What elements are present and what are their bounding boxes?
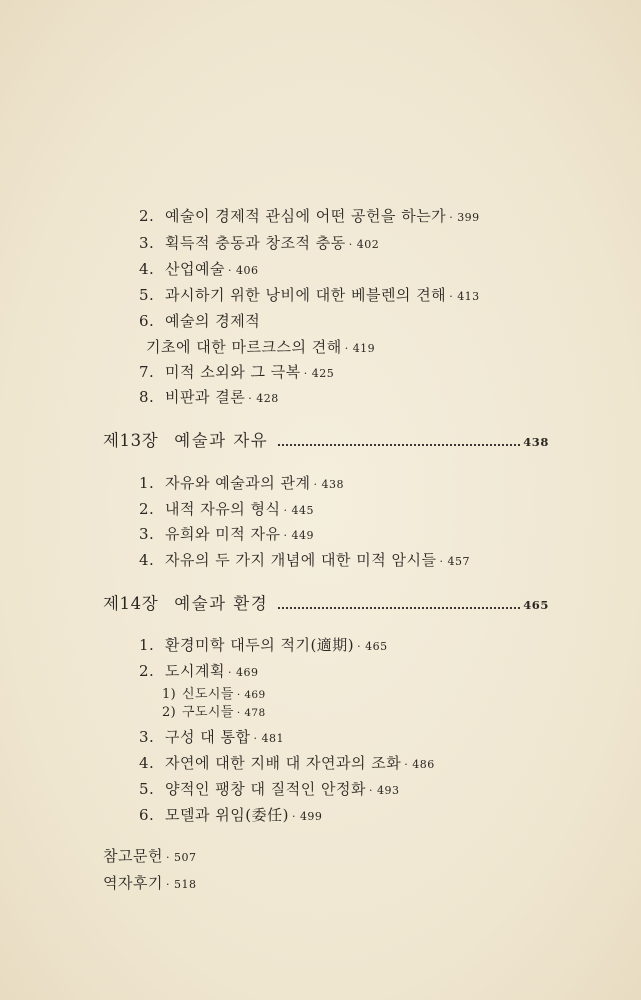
page-number: 419 — [352, 342, 376, 355]
page-number: 486 — [412, 758, 435, 771]
chapter-title: 예술과 환경 — [174, 594, 269, 613]
page-number: 413 — [457, 290, 480, 303]
toc-entry: 6. 예술의 경제적 — [139, 312, 261, 330]
page-number: 469 — [244, 689, 266, 701]
page-number: 481 — [261, 732, 284, 745]
toc-entry: 2. 예술이 경제적 관심에 어떤 공헌을 하는가 · 399 — [139, 207, 480, 225]
toc-entry: 5. 과시하기 위한 낭비에 대한 베블렌의 견해 · 413 — [139, 286, 480, 304]
page-number: 499 — [299, 810, 323, 823]
page-number: 425 — [311, 367, 335, 380]
page-number: 402 — [356, 238, 380, 251]
toc-entry: 4. 산업예술 · 406 — [139, 260, 259, 278]
toc-entry-continuation: 기초에 대한 마르크스의 견해 · 419 — [146, 338, 376, 356]
page-number: 406 — [235, 264, 259, 277]
page-number: 399 — [457, 211, 480, 224]
page-number: 445 — [291, 504, 314, 517]
dot-leader — [278, 444, 520, 446]
page-number: 449 — [291, 529, 314, 542]
page-number: 465 — [523, 598, 549, 612]
page-number: 438 — [321, 478, 344, 491]
page-number: 478 — [244, 707, 266, 719]
toc-back-matter-entry: 역자후기 · 518 — [103, 874, 197, 892]
toc-entry: 4. 자연에 대한 지배 대 자연과의 조화 · 486 — [139, 754, 435, 772]
toc-entry: 5. 양적인 팽창 대 질적인 안정화 · 493 — [139, 780, 400, 798]
chapter-13-heading — [103, 430, 549, 453]
page-number: 469 — [235, 666, 259, 679]
page-number: 428 — [256, 392, 279, 405]
page-number: 493 — [376, 784, 400, 797]
page-number: 518 — [173, 878, 197, 891]
chapter-14-heading — [103, 593, 549, 616]
toc-back-matter-entry: 참고문헌 · 507 — [103, 847, 197, 865]
toc-entry: 6. 모델과 위임(委任) · 499 — [139, 806, 323, 824]
toc-entry: 1. 자유와 예술과의 관계 · 438 — [139, 474, 344, 492]
toc-entry: 7. 미적 소외와 그 극복 · 425 — [139, 363, 335, 381]
page-number: 438 — [523, 435, 549, 449]
toc-entry: 2. 도시계획 · 469 — [139, 662, 259, 680]
toc-entry: 8. 비판과 결론 · 428 — [139, 388, 279, 406]
page-number: 457 — [447, 555, 470, 568]
toc-entry: 3. 구성 대 통합 · 481 — [139, 728, 284, 746]
toc-subentry: 1) 신도시들 · 469 — [162, 687, 266, 702]
chapter-title: 예술과 자유 — [174, 431, 269, 450]
dot-leader — [278, 607, 520, 609]
toc-entry: 1. 환경미학 대두의 적기(適期) · 465 — [139, 636, 388, 654]
chapter-number: 제13장 — [103, 431, 159, 450]
toc-subentry: 2) 구도시들 · 478 — [162, 705, 266, 720]
page-number: 507 — [173, 851, 197, 864]
toc-entry: 3. 획득적 충동과 창조적 충동 · 402 — [139, 234, 380, 252]
chapter-number: 제14장 — [103, 594, 159, 613]
toc-entry: 4. 자유의 두 가지 개념에 대한 미적 암시들 · 457 — [139, 551, 470, 569]
toc-entry: 3. 유희와 미적 자유 · 449 — [139, 525, 314, 543]
page-number: 465 — [365, 640, 388, 653]
toc-entry: 2. 내적 자유의 형식 · 445 — [139, 500, 314, 518]
